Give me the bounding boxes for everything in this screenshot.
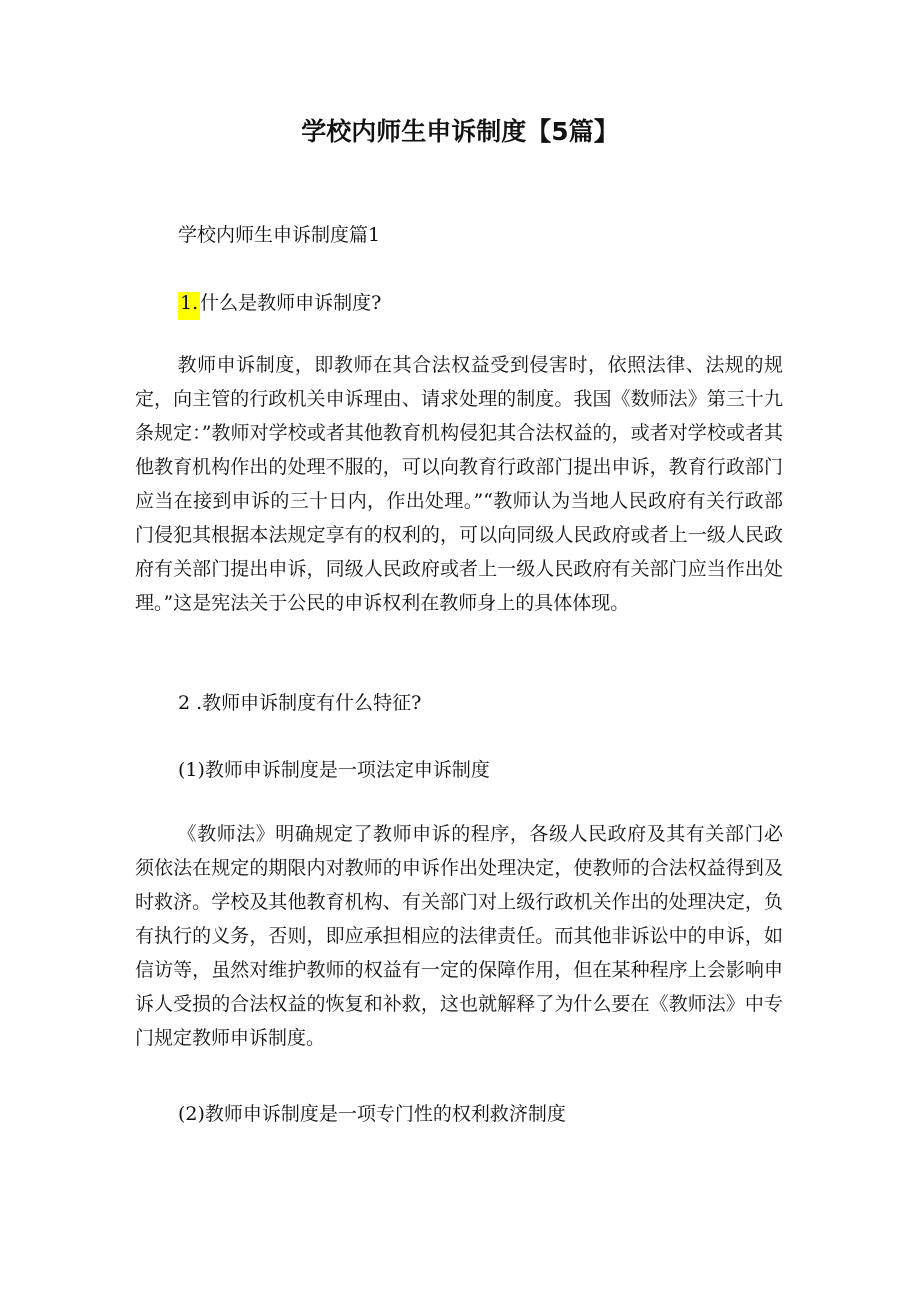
question-1-text: 什么是教师申诉制度? — [200, 292, 382, 314]
document-title: 学校内师生申诉制度【5篇】 — [301, 117, 619, 146]
section-heading: 学校内师生申诉制度篇1 — [178, 224, 381, 246]
highlighted-number: 1. — [178, 292, 200, 320]
list-item-2: (2)教师申诉制度是一项专门性的权利救济制度 — [178, 1103, 566, 1125]
question-2: 2 .教师申诉制度有什么特征? — [178, 692, 422, 714]
paragraph-2 — [135, 817, 783, 1055]
paragraph-1-text: 教师申诉制度，即教师在其合法权益受到侵害时，依照法律、法规的规定，向主管的行政机关申诉理由、请求处理的制度。我国《数师法》第三十九条规定：”教师对学校或者其他教育机构侵犯其合法权益的，或者对学校或者其他教育机构作出的处理不服的，可以向教育行政部门提出申诉，教育行政部门应当在接到申诉的三十日内，作出处理。”“教师认为当地人民政府有关行政部门侵犯其根据本法规定享有的权利的，可以向同级人民政府或者上一级人民政府有关部门提出申诉，同级人民政府或者上一级人民政府有关部门应当作出处理。”这是宪法关于公民的申诉权利在教师身上的具体体现。 — [135, 354, 783, 614]
list-item-1: (1)教师申诉制度是一项法定申诉制度 — [178, 759, 490, 781]
question-1 — [178, 290, 381, 316]
paragraph-2-text: 《教师法》明确规定了教师申诉的程序，各级人民政府及其有关部门必须依法在规定的期限内对教师的申诉作出处理决定，使教师的合法权益得到及时救济。学校及其他教育机构、有关部门对上级行政机关作出的处理决定，负有执行的义务，否则，即应承担相应的法律责任。而其他非诉讼中的申诉，如信访等，虽然对维护教师的权益有一定的保障作用，但在某种程序上会影响申诉人受损的合法权益的恢复和补救，这也就解释了为什么要在《教师法》中专门规定教师申诉制度。 — [135, 823, 783, 1049]
paragraph-1 — [135, 348, 783, 620]
